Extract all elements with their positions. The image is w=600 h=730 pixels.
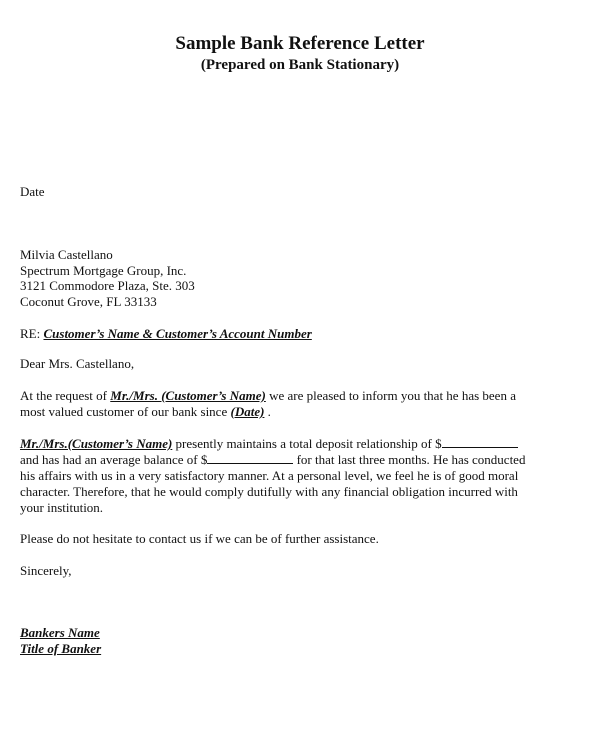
closing: Sincerely, bbox=[20, 563, 72, 578]
page-title: Sample Bank Reference Letter bbox=[175, 33, 425, 54]
page-subtitle: (Prepared on Bank Stationary) bbox=[200, 57, 400, 73]
recipient-company: Spectrum Mortgage Group, Inc. bbox=[20, 263, 187, 278]
customer-name-placeholder: Mr./Mrs. (Customer’s Name) bbox=[110, 388, 266, 403]
para1-line2-end: . bbox=[264, 404, 271, 419]
para1-line2-start: most valued customer of our bank since bbox=[20, 404, 231, 419]
para2-line1-rest: presently maintains a total deposit relationship of $ bbox=[172, 436, 442, 451]
para2-line2-rest: for that last three months. He has conducted bbox=[293, 452, 526, 467]
recipient-street: 3121 Commodore Plaza, Ste. 303 bbox=[20, 278, 195, 293]
para2-line1 bbox=[20, 436, 518, 452]
recipient-city: Coconut Grove, FL 33133 bbox=[20, 294, 157, 309]
para1-line1 bbox=[20, 388, 516, 404]
customer-name-placeholder-2: Mr./Mrs.(Customer’s Name) bbox=[20, 436, 173, 451]
para2-line3: his affairs with us in a very satisfactory manner. At a personal level, we feel he is of good moral bbox=[20, 468, 519, 483]
re-subject: Customer’s Name & Customer’s Account Number bbox=[43, 326, 312, 341]
date-label: Date bbox=[20, 184, 45, 199]
banker-title-placeholder: Title of Banker bbox=[20, 641, 102, 656]
re-line bbox=[20, 326, 312, 342]
recipient-name: Milvia Castellano bbox=[20, 247, 113, 262]
date-placeholder: (Date) bbox=[230, 404, 265, 419]
balance-blank bbox=[207, 462, 293, 464]
para1-middle: we are pleased to inform you that he has been a bbox=[265, 388, 516, 403]
para2-line2 bbox=[20, 452, 525, 468]
para1-line2 bbox=[20, 404, 271, 420]
para2-line5: your institution. bbox=[20, 500, 104, 515]
para2-line2-start: and has had an average balance of $ bbox=[20, 452, 208, 467]
para2-line4: character. Therefore, that he would comply dutifully with any financial obligation incurred with bbox=[20, 484, 518, 499]
para1-start: At the request of bbox=[20, 388, 111, 403]
deposit-blank bbox=[442, 446, 518, 448]
re-prefix: RE: bbox=[20, 326, 41, 341]
banker-name-placeholder: Bankers Name bbox=[20, 625, 100, 640]
salutation: Dear Mrs. Castellano, bbox=[20, 356, 135, 371]
para3: Please do not hesitate to contact us if we can be of further assistance. bbox=[20, 531, 379, 546]
